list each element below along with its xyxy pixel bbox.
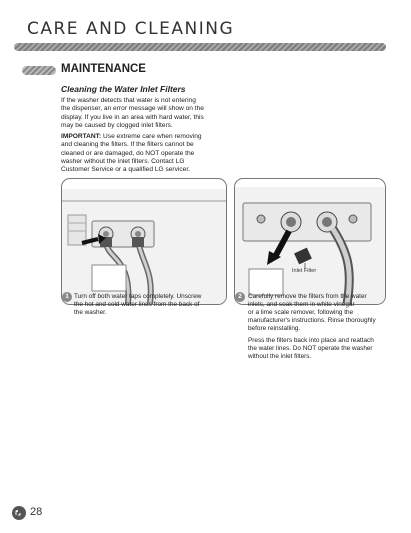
page-number: 28 <box>30 506 43 518</box>
intro-line: display. If you live in an area with hard water, this <box>61 113 204 121</box>
subsection-title: Cleaning the Water Inlet Filters <box>61 84 186 94</box>
step-1-badge: 1 <box>62 292 72 302</box>
step-2-line: or a lime scale remover, following the <box>248 309 354 316</box>
important-line: cleaned or are damaged, do NOT operate the <box>61 149 195 157</box>
step-1-line: Turn off both water taps completely. Unscrew <box>74 293 202 300</box>
intro-line: the dispenser, an error message will show on the <box>61 105 204 113</box>
important-line: Customer Service or a qualified LG servicer. <box>61 166 190 174</box>
figure-2-panel <box>234 178 386 305</box>
step-2-line: manufacturer's instructions. Rinse thoroughly <box>248 317 376 324</box>
step-2-badge: 2 <box>235 292 245 302</box>
step-2-line: before reinstalling. <box>248 325 301 332</box>
inlet-filter-callout: Inlet Filter <box>292 268 317 274</box>
intro-line: may be caused by clogged inlet filters. <box>61 121 173 129</box>
section-title: MAINTENANCE <box>61 63 146 75</box>
important-line: washer without the inlet filters. Contact LG <box>61 157 185 165</box>
section-marker <box>22 66 56 75</box>
step-1-line: the hot and cold water lines from the back of <box>74 301 200 308</box>
step-1-line: the washer. <box>74 309 107 316</box>
step-2-extra-line: without the inlet filters. <box>248 353 312 360</box>
step-2-extra-line: Press the filters back into place and reattach <box>248 337 374 344</box>
step-2-line: inlets, and soak them in white vinegar <box>248 301 355 308</box>
title-divider-bar <box>14 43 386 51</box>
important-line: and cleaning the filters. If the filters cannot be <box>61 141 194 149</box>
important-label: IMPORTANT: <box>61 133 102 140</box>
important-line: Use extreme care when removing <box>101 133 202 140</box>
figure-2-illustration <box>235 179 385 304</box>
brand-logo-icon <box>12 506 26 520</box>
step-1-text <box>74 293 224 317</box>
step-2-extra-line: the water lines. Do NOT operate the washer <box>248 345 373 352</box>
figure-1-illustration <box>62 179 226 304</box>
step-2-line: Carefully remove the filters from the water <box>248 293 367 300</box>
intro-paragraph <box>61 97 261 130</box>
important-paragraph <box>61 133 261 174</box>
page-title: CARE AND CLEANING <box>27 19 235 39</box>
figure-1-panel <box>61 178 227 305</box>
intro-line: If the washer detects that water is not entering <box>61 97 196 104</box>
step-2-text <box>248 293 398 361</box>
